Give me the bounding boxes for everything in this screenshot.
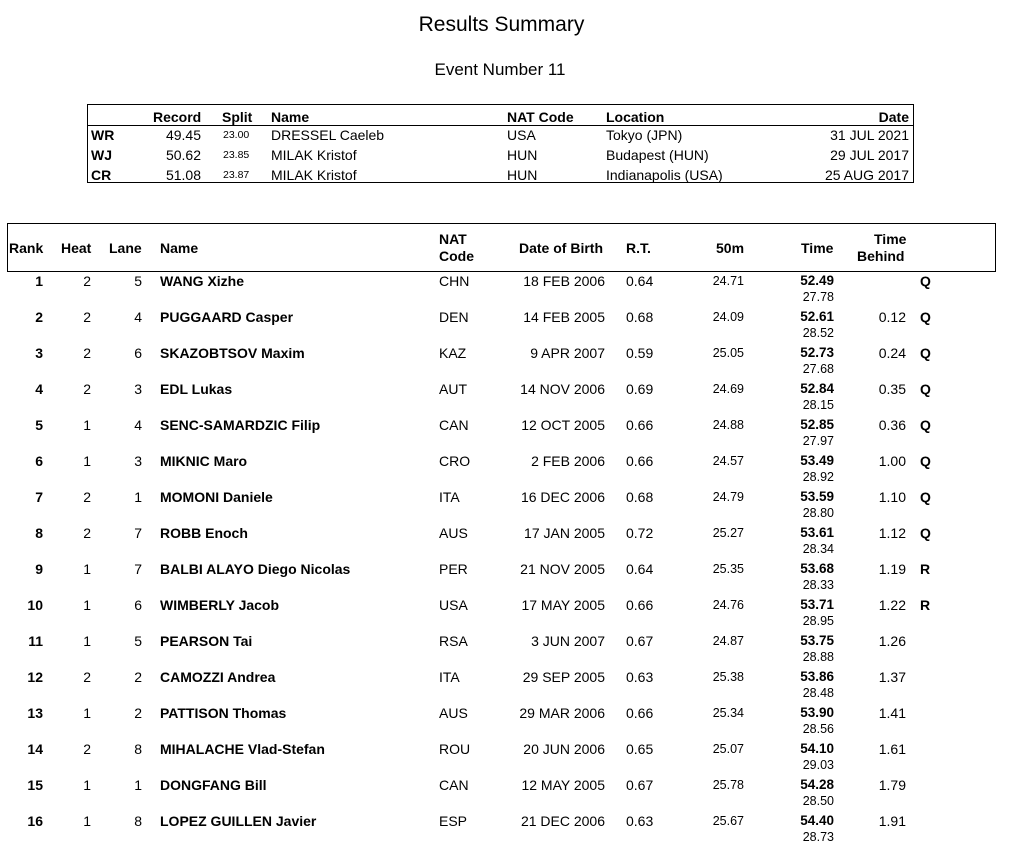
split-second-50: 27.68 (802, 362, 834, 376)
qualification-mark: Q (920, 273, 931, 289)
final-time: 52.85 (800, 417, 834, 432)
athlete-name: PUGGAARD Casper (160, 309, 294, 325)
table-row (0, 669, 1013, 705)
time-behind: 1.79 (878, 777, 906, 793)
record-type: CR (91, 167, 112, 183)
lane-cell: 4 (134, 417, 142, 433)
lane-cell: 6 (134, 345, 142, 361)
nat-cell: KAZ (439, 345, 467, 361)
records-header-location: Location (606, 109, 665, 125)
dob-cell: 29 SEP 2005 (522, 669, 605, 685)
col-behind-line2: Behind (857, 248, 905, 264)
heat-cell: 2 (83, 309, 91, 325)
split-50m: 24.76 (712, 598, 744, 612)
rank-cell: 10 (27, 597, 43, 613)
heat-cell: 2 (83, 525, 91, 541)
dob-cell: 3 JUN 2007 (531, 633, 605, 649)
rank-cell: 8 (35, 525, 43, 541)
col-heat: Heat (61, 240, 92, 256)
athlete-name: MIKNIC Maro (160, 453, 248, 469)
lane-cell: 1 (134, 777, 142, 793)
heat-cell: 1 (83, 561, 91, 577)
reaction-time: 0.67 (626, 633, 654, 649)
split-second-50: 28.95 (802, 614, 834, 628)
reaction-time: 0.65 (626, 741, 654, 757)
athlete-name: PEARSON Tai (160, 633, 253, 649)
records-header-nat: NAT Code (507, 109, 574, 125)
split-50m: 24.87 (712, 634, 744, 648)
final-time: 53.75 (800, 633, 834, 648)
record-time: 50.62 (165, 147, 201, 163)
rank-cell: 6 (35, 453, 43, 469)
time-behind: 1.26 (878, 633, 906, 649)
record-time: 51.08 (165, 167, 201, 183)
split-50m: 24.57 (712, 454, 744, 468)
records-header-record: Record (153, 109, 202, 125)
qualification-mark: Q (920, 525, 931, 541)
athlete-name: WANG Xizhe (160, 273, 245, 289)
record-split: 23.87 (223, 169, 250, 181)
nat-cell: DEN (439, 309, 469, 325)
time-behind: 1.61 (878, 741, 906, 757)
table-row (0, 813, 1013, 849)
split-50m: 25.27 (712, 526, 744, 540)
lane-cell: 8 (134, 813, 142, 829)
qualification-mark: R (920, 597, 931, 613)
split-second-50: 27.78 (802, 290, 834, 304)
record-date: 25 AUG 2017 (824, 167, 909, 183)
lane-cell: 5 (134, 273, 142, 289)
rank-cell: 11 (28, 633, 43, 649)
rank-cell: 4 (35, 381, 43, 397)
split-50m: 24.71 (712, 274, 744, 288)
split-second-50: 28.52 (802, 326, 834, 340)
split-second-50: 28.80 (802, 506, 834, 520)
athlete-name: BALBI ALAYO Diego Nicolas (160, 561, 351, 577)
final-time: 53.86 (800, 669, 834, 684)
final-time: 53.49 (800, 453, 834, 468)
reaction-time: 0.66 (626, 417, 654, 433)
nat-cell: AUS (439, 705, 468, 721)
rank-cell: 16 (27, 813, 43, 829)
reaction-time: 0.72 (626, 525, 654, 541)
nat-cell: CRO (439, 453, 471, 469)
heat-cell: 1 (83, 597, 91, 613)
final-time: 52.49 (800, 273, 834, 288)
results-header (7, 223, 996, 272)
athlete-name: MIHALACHE Vlad-Stefan (160, 741, 325, 757)
athlete-name: EDL Lukas (160, 381, 233, 397)
reaction-time: 0.66 (626, 705, 654, 721)
time-behind: 1.10 (878, 489, 906, 505)
reaction-time: 0.67 (626, 777, 654, 793)
record-nat: HUN (507, 147, 538, 163)
nat-cell: CAN (439, 417, 469, 433)
split-50m: 25.07 (712, 742, 744, 756)
nat-cell: ROU (439, 741, 471, 757)
records-header-name: Name (271, 109, 310, 125)
record-nat: HUN (507, 167, 538, 183)
qualification-mark: Q (920, 381, 931, 397)
dob-cell: 14 NOV 2006 (520, 381, 605, 397)
qualification-mark: Q (920, 417, 931, 433)
record-location: Tokyo (JPN) (606, 127, 683, 143)
final-time: 52.84 (800, 381, 834, 396)
time-behind: 1.41 (878, 705, 906, 721)
record-holder: MILAK Kristof (271, 167, 357, 183)
col-rank: Rank (9, 240, 44, 256)
dob-cell: 14 FEB 2005 (523, 309, 605, 325)
col-name: Name (160, 240, 199, 256)
final-time: 52.61 (800, 309, 834, 324)
split-second-50: 29.03 (802, 758, 834, 772)
col-behind-line1: Time (874, 231, 907, 247)
rank-cell: 2 (35, 309, 43, 325)
lane-cell: 6 (134, 597, 142, 613)
rank-cell: 9 (35, 561, 43, 577)
dob-cell: 21 NOV 2005 (520, 561, 605, 577)
split-50m: 24.69 (712, 382, 744, 396)
records-header-split: Split (222, 109, 253, 125)
lane-cell: 2 (134, 669, 142, 685)
dob-cell: 17 JAN 2005 (524, 525, 605, 541)
table-row (0, 417, 1013, 453)
table-row (0, 381, 1013, 417)
athlete-name: CAMOZZI Andrea (160, 669, 276, 685)
page-title: Results Summary (418, 13, 585, 36)
heat-cell: 2 (83, 741, 91, 757)
heat-cell: 2 (83, 273, 91, 289)
dob-cell: 16 DEC 2006 (520, 489, 605, 505)
heat-cell: 1 (83, 705, 91, 721)
event-subtitle: Event Number 11 (434, 60, 566, 79)
athlete-name: SENC-SAMARDZIC Filip (160, 417, 321, 433)
reaction-time: 0.66 (626, 597, 654, 613)
split-50m: 25.78 (712, 778, 744, 792)
rank-cell: 14 (27, 741, 43, 757)
rank-cell: 5 (35, 417, 43, 433)
dob-cell: 18 FEB 2006 (523, 273, 605, 289)
table-row (0, 309, 1013, 345)
nat-cell: AUS (439, 525, 468, 541)
record-type: WJ (91, 147, 112, 163)
reaction-time: 0.68 (626, 489, 654, 505)
heat-cell: 1 (83, 777, 91, 793)
col-nat-line1: NAT (439, 231, 467, 247)
table-row (0, 741, 1013, 777)
split-50m: 24.09 (712, 310, 744, 324)
lane-cell: 7 (134, 561, 142, 577)
record-split: 23.00 (223, 129, 250, 141)
split-50m: 24.79 (712, 490, 744, 504)
heat-cell: 2 (83, 345, 91, 361)
split-50m: 25.67 (712, 814, 744, 828)
dob-cell: 17 MAY 2005 (521, 597, 605, 613)
table-row (0, 561, 1013, 597)
final-time: 53.90 (800, 705, 834, 720)
table-row (0, 453, 1013, 489)
rank-cell: 1 (35, 273, 43, 289)
lane-cell: 3 (134, 381, 142, 397)
record-nat: USA (507, 127, 536, 143)
rank-cell: 3 (35, 345, 43, 361)
final-time: 54.28 (800, 777, 834, 792)
time-behind: 0.24 (878, 345, 906, 361)
final-time: 54.40 (800, 813, 834, 828)
lane-cell: 1 (134, 489, 142, 505)
record-location: Indianapolis (USA) (606, 167, 723, 183)
time-behind: 1.00 (878, 453, 906, 469)
rank-cell: 12 (27, 669, 43, 685)
record-date: 29 JUL 2017 (830, 147, 909, 163)
rank-cell: 13 (27, 705, 43, 721)
split-50m: 25.38 (712, 670, 744, 684)
qualification-mark: Q (920, 309, 931, 325)
time-behind: 0.35 (878, 381, 906, 397)
reaction-time: 0.68 (626, 309, 654, 325)
table-row (0, 489, 1013, 525)
split-second-50: 28.73 (802, 830, 834, 844)
nat-cell: ESP (439, 813, 468, 829)
lane-cell: 4 (134, 309, 142, 325)
split-second-50: 28.15 (802, 398, 834, 412)
heat-cell: 2 (83, 669, 91, 685)
reaction-time: 0.64 (626, 273, 654, 289)
split-50m: 25.35 (712, 562, 744, 576)
qualification-mark: Q (920, 345, 931, 361)
reaction-time: 0.63 (626, 813, 654, 829)
split-50m: 25.05 (712, 346, 744, 360)
heat-cell: 1 (83, 453, 91, 469)
record-date: 31 JUL 2021 (830, 127, 909, 143)
reaction-time: 0.59 (626, 345, 654, 361)
table-row (0, 597, 1013, 633)
split-50m: 24.88 (712, 418, 744, 432)
col-nat-line2: Code (439, 248, 474, 264)
table-row (0, 525, 1013, 561)
nat-cell: AUT (439, 381, 467, 397)
dob-cell: 12 MAY 2005 (521, 777, 605, 793)
time-behind: 0.36 (878, 417, 906, 433)
reaction-time: 0.66 (626, 453, 654, 469)
dob-cell: 21 DEC 2006 (520, 813, 605, 829)
table-row (0, 633, 1013, 669)
split-second-50: 28.50 (802, 794, 834, 808)
split-second-50: 28.34 (802, 542, 834, 556)
athlete-name: WIMBERLY Jacob (160, 597, 280, 613)
athlete-name: SKAZOBTSOV Maxim (160, 345, 305, 361)
record-time: 49.45 (165, 127, 201, 143)
lane-cell: 7 (134, 525, 142, 541)
heat-cell: 2 (83, 489, 91, 505)
heat-cell: 1 (83, 813, 91, 829)
heat-cell: 2 (83, 381, 91, 397)
athlete-name: MOMONI Daniele (160, 489, 273, 505)
lane-cell: 5 (134, 633, 142, 649)
time-behind: 1.19 (878, 561, 906, 577)
heat-cell: 1 (83, 633, 91, 649)
split-second-50: 28.92 (802, 470, 834, 484)
athlete-name: LOPEZ GUILLEN Javier (160, 813, 317, 829)
nat-cell: ITA (439, 489, 460, 505)
table-row (0, 273, 1013, 309)
split-second-50: 28.48 (802, 686, 834, 700)
lane-cell: 3 (134, 453, 142, 469)
athlete-name: DONGFANG Bill (160, 777, 267, 793)
split-second-50: 28.56 (802, 722, 834, 736)
final-time: 53.71 (800, 597, 834, 612)
dob-cell: 29 MAR 2006 (519, 705, 605, 721)
col-lane: Lane (109, 240, 142, 256)
split-50m: 25.34 (712, 706, 744, 720)
dob-cell: 20 JUN 2006 (523, 741, 605, 757)
dob-cell: 12 OCT 2005 (521, 417, 605, 433)
time-behind: 1.91 (878, 813, 906, 829)
split-second-50: 27.97 (802, 434, 834, 448)
athlete-name: PATTISON Thomas (160, 705, 287, 721)
lane-cell: 2 (134, 705, 142, 721)
final-time: 53.61 (800, 525, 834, 540)
nat-cell: PER (439, 561, 468, 577)
reaction-time: 0.63 (626, 669, 654, 685)
records-header-date: Date (878, 109, 909, 125)
final-time: 53.59 (800, 489, 834, 504)
record-location: Budapest (HUN) (606, 147, 709, 163)
dob-cell: 2 FEB 2006 (531, 453, 605, 469)
col-time: Time (801, 240, 834, 256)
col-dob: Date of Birth (519, 240, 603, 256)
final-time: 52.73 (800, 345, 834, 360)
qualification-mark: Q (920, 453, 931, 469)
dob-cell: 9 APR 2007 (530, 345, 605, 361)
time-behind: 0.12 (878, 309, 906, 325)
table-row (0, 345, 1013, 381)
split-second-50: 28.88 (802, 650, 834, 664)
lane-cell: 8 (134, 741, 142, 757)
heat-cell: 1 (83, 417, 91, 433)
records-table (87, 104, 914, 183)
record-type: WR (91, 127, 115, 143)
col-split: 50m (716, 240, 745, 256)
nat-cell: RSA (439, 633, 468, 649)
reaction-time: 0.69 (626, 381, 654, 397)
final-time: 53.68 (800, 561, 834, 576)
rank-cell: 15 (27, 777, 43, 793)
nat-cell: CAN (439, 777, 469, 793)
qualification-mark: R (920, 561, 931, 577)
table-row (0, 777, 1013, 813)
nat-cell: ITA (439, 669, 460, 685)
time-behind: 1.22 (878, 597, 906, 613)
nat-cell: USA (439, 597, 468, 613)
athlete-name: ROBB Enoch (160, 525, 248, 541)
split-second-50: 28.33 (802, 578, 834, 592)
record-split: 23.85 (223, 149, 250, 161)
table-row (0, 705, 1013, 741)
time-behind: 1.37 (878, 669, 906, 685)
records-header-divider (88, 125, 913, 126)
record-holder: MILAK Kristof (271, 147, 357, 163)
nat-cell: CHN (439, 273, 470, 289)
rank-cell: 7 (35, 489, 43, 505)
time-behind: 1.12 (878, 525, 906, 541)
record-holder: DRESSEL Caeleb (271, 127, 385, 143)
final-time: 54.10 (800, 741, 834, 756)
reaction-time: 0.64 (626, 561, 654, 577)
col-rt: R.T. (626, 240, 651, 256)
qualification-mark: Q (920, 489, 931, 505)
